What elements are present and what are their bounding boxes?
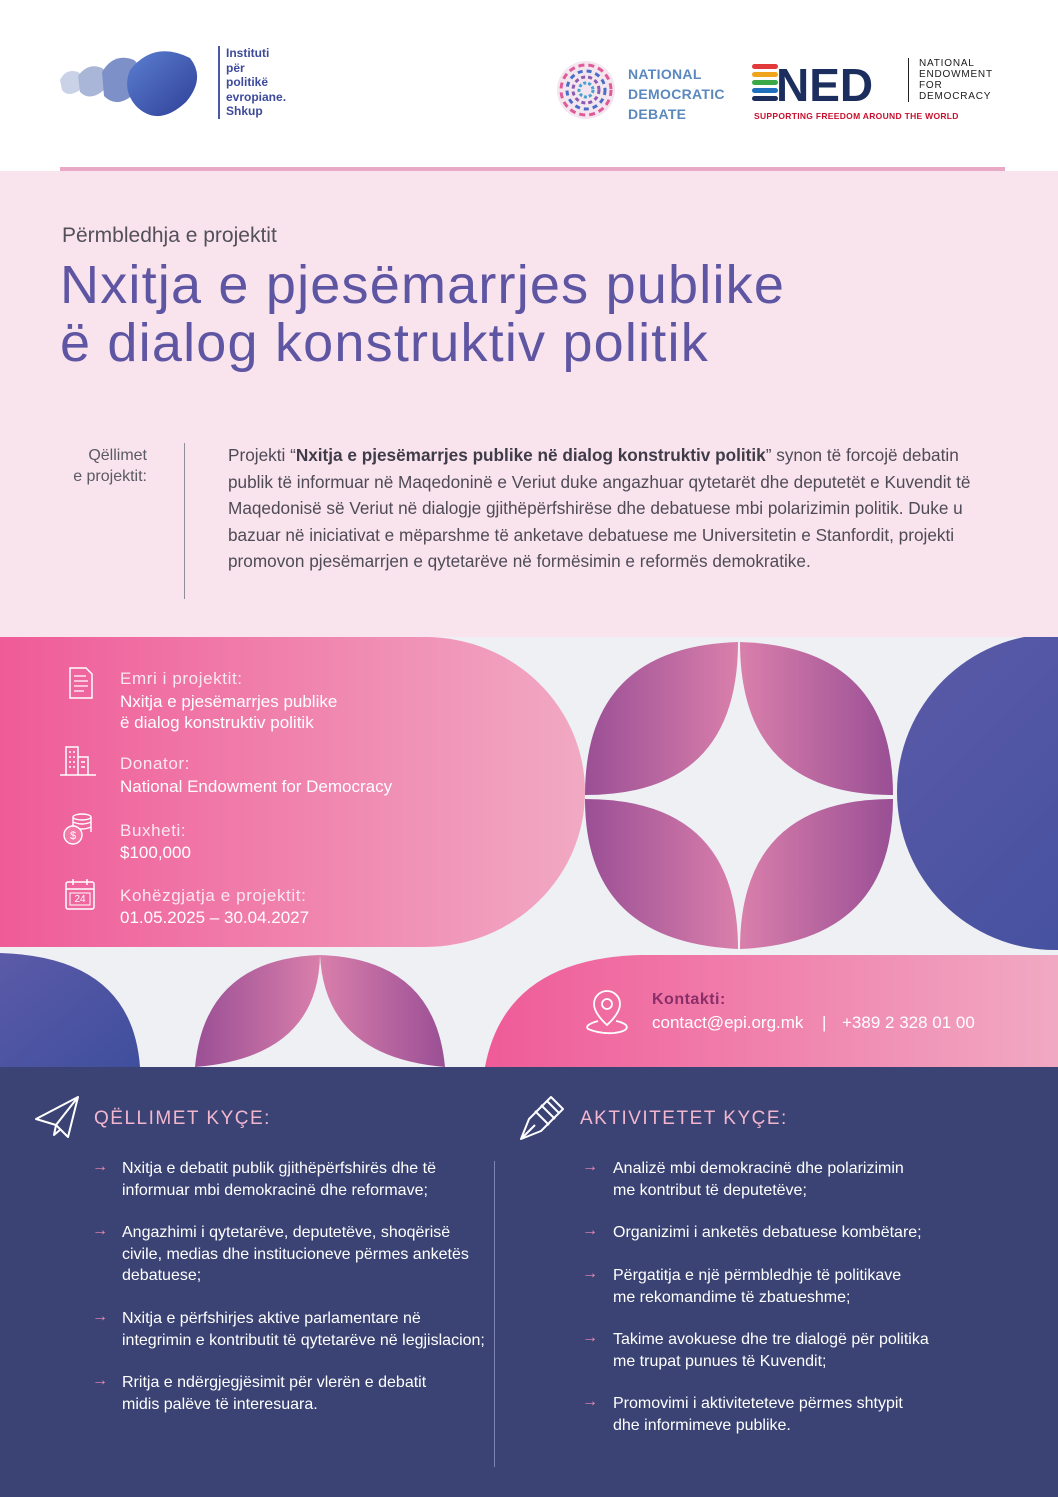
ned-logo-icon bbox=[752, 58, 902, 106]
bullet-arrow-icon: → bbox=[92, 1158, 108, 1175]
bullet-arrow-icon: → bbox=[582, 1393, 598, 1410]
paper-plane-icon bbox=[34, 1093, 82, 1141]
contact-label: Kontakti: bbox=[652, 991, 726, 1008]
ned-name: NATIONAL ENDOWMENT FOR DEMOCRACY bbox=[908, 58, 993, 102]
bullet-arrow-icon: → bbox=[582, 1329, 598, 1346]
building-icon bbox=[58, 743, 98, 777]
page-subtitle: Përmbledhja e projektit bbox=[62, 224, 277, 247]
project-name-value: Nxitja e pjesëmarrjes publike ë dialog konstruktiv politik bbox=[120, 692, 338, 732]
ned-tagline: SUPPORTING FREEDOM AROUND THE WORLD bbox=[754, 111, 959, 121]
project-name-label: Emri i projektit: bbox=[120, 669, 243, 688]
ndd-logo-icon bbox=[556, 60, 616, 120]
bullet-arrow-icon: → bbox=[582, 1265, 598, 1282]
ned-mark-text: NED bbox=[776, 59, 874, 106]
activity-item: Analizë mbi demokracinë dhe polarizimin me kontribut të deputetëve; bbox=[613, 1160, 904, 1199]
document-icon bbox=[64, 666, 98, 700]
donor-value: National Endowment for Democracy bbox=[120, 777, 393, 796]
goals-intro: Projekti “ bbox=[228, 445, 296, 465]
activity-item: Organizimi i anketës debatuese kombëtare; bbox=[613, 1224, 922, 1241]
bullet-arrow-icon: → bbox=[582, 1222, 598, 1239]
activity-item: Promovimi i aktiviteteteve përmes shtypit dhe informimeve publike. bbox=[613, 1395, 903, 1434]
bullet-arrow-icon: → bbox=[92, 1308, 108, 1325]
contact-panel bbox=[485, 955, 1058, 1067]
pen-nib-icon bbox=[517, 1091, 569, 1143]
activity-item: Takime avokuese dhe tre dialogë për politika me trupat punues të Kuvendit; bbox=[613, 1331, 929, 1370]
page-title: Nxitja e pjesëmarrjes publike ë dialog konstruktiv politik bbox=[60, 255, 786, 373]
ndd-name: NATIONAL DEMOCRATIC DEBATE bbox=[628, 66, 725, 122]
column-divider bbox=[494, 1161, 495, 1467]
goals-text bbox=[228, 442, 1008, 575]
goals-label: Qëllimet e projektit: bbox=[73, 447, 147, 485]
goals-rest: ” synon të forcojë debatin publik të informuar në Maqedoninë e Veriut duke angazhuar qytetarët dhe deputetët e Kuvendit të Maqedonisë së Veriut në dialogje gjithëpërfshirëse dhe debatuese mbi polarizimin politik. Duke u bazuar në iniciativat e mëparshme të anketave debatuese me Universitetin e Stanfordit, projekti promovon pjesëmarrjen e qytetarëve në formësimin e reformës demokratike. bbox=[228, 445, 971, 572]
donor-label: Donator: bbox=[120, 754, 191, 773]
key-goals-title: QËLLIMET KYÇE: bbox=[94, 1108, 271, 1129]
goals-bold: Nxitja e pjesëmarrjes publike në dialog konstruktiv politik bbox=[295, 445, 766, 465]
activity-item: Përgatitja e një përmbledhje të politikave me rekomandime të zbatueshme; bbox=[613, 1267, 902, 1306]
contact-phone[interactable]: +389 2 328 01 00 bbox=[842, 1013, 975, 1032]
bullet-arrow-icon: → bbox=[92, 1372, 108, 1389]
epi-logo-icon bbox=[58, 48, 208, 120]
bullet-arrow-icon: → bbox=[92, 1222, 108, 1239]
budget-value: $100,000 bbox=[120, 843, 191, 862]
duration-value: 01.05.2025 – 30.04.2027 bbox=[120, 908, 310, 927]
goal-item: Nxitja e debatit publik gjithëpërfshirës dhe të informuar mbi demokracinë dhe reformave; bbox=[122, 1160, 436, 1199]
contact-separator: | bbox=[822, 1013, 827, 1032]
coins-icon bbox=[62, 812, 96, 846]
location-pin-icon bbox=[580, 987, 634, 1035]
key-activities-title: AKTIVITETET KYÇE: bbox=[580, 1108, 788, 1129]
info-band bbox=[0, 637, 1058, 1067]
budget-label: Buxheti: bbox=[120, 821, 187, 840]
goal-item: Angazhimi i qytetarëve, deputetëve, shoqërisë civile, medias dhe institucioneve përmes anketës debatuese; bbox=[122, 1224, 469, 1284]
contact-email[interactable]: contact@epi.org.mk bbox=[652, 1013, 804, 1032]
svg-text:$: $ bbox=[69, 830, 77, 842]
bullet-arrow-icon: → bbox=[582, 1158, 598, 1175]
goal-item: Nxitja e përfshirjes aktive parlamentare në integrimin e kontributit të qytetarëve në legjislacion; bbox=[122, 1310, 485, 1349]
goals-divider bbox=[184, 443, 185, 599]
calendar-day: 24 bbox=[74, 894, 86, 905]
goal-item: Rritja e ndërgjegjësimit për vlerën e debatit midis palëve të interesuara. bbox=[122, 1374, 427, 1413]
epi-name: Instituti për politikë evropiane. Shkup bbox=[218, 46, 316, 119]
duration-label: Kohëzgjatja e projektit: bbox=[120, 886, 307, 905]
